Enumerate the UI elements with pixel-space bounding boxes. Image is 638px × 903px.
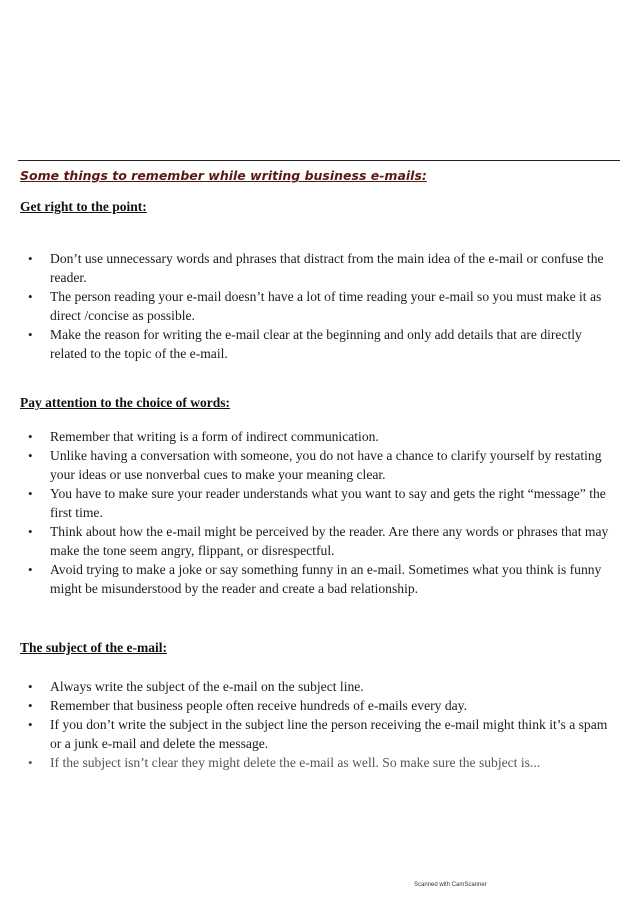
bullet-icon: • xyxy=(28,429,33,444)
list-item: • The person reading your e-mail doesn’t have a lot of time reading your e-mail so you must make it as direct /concise as possible. xyxy=(28,289,602,323)
bullet-icon: • xyxy=(28,289,33,304)
document-title: Some things to remember while writing business e-mails: xyxy=(20,168,427,183)
bullet-icon: • xyxy=(28,448,33,463)
list-item: • Avoid trying to make a joke or say something funny in an e-mail. Sometimes what you think is funny might be misunderstood by the reader and create a bad relationship. xyxy=(28,562,602,596)
bullet-icon: • xyxy=(28,524,33,539)
bullet-icon: • xyxy=(28,698,33,713)
list-item: • If the subject isn’t clear they might delete the e-mail as well. So make sure the subject is... xyxy=(28,755,541,770)
bullet-icon: • xyxy=(28,327,33,342)
list-item: • You have to make sure your reader understands what you want to say and gets the right “message” the first time. xyxy=(28,486,606,520)
list-item: • Remember that writing is a form of indirect communication. xyxy=(28,429,379,444)
list-item: • Remember that business people often receive hundreds of e-mails every day. xyxy=(28,698,467,713)
section-list-get-to-point xyxy=(28,249,608,363)
section-heading-subject: The subject of the e-mail: xyxy=(20,640,167,655)
top-divider xyxy=(18,160,620,161)
section-heading-get-to-point: Get right to the point: xyxy=(20,199,147,214)
list-item: • Always write the subject of the e-mail on the subject line. xyxy=(28,679,364,694)
bullet-icon: • xyxy=(28,679,33,694)
list-item: • Don’t use unnecessary words and phrases that distract from the main idea of the e-mail or confuse the reader. xyxy=(28,251,604,285)
bullet-icon: • xyxy=(28,486,33,501)
bullet-icon: • xyxy=(28,562,33,577)
scanner-watermark: Scanned with CamScanner xyxy=(414,882,487,888)
section-list-subject xyxy=(28,677,618,772)
list-item: • Make the reason for writing the e-mail clear at the beginning and only add details that are directly related to the topic of the e-mail. xyxy=(28,327,582,361)
list-item: • Think about how the e-mail might be perceived by the reader. Are there any words or phrases that may make the tone seem angry, flippant, or disrespectful. xyxy=(28,524,609,558)
bullet-icon: • xyxy=(28,251,33,266)
bullet-icon: • xyxy=(28,717,33,732)
bullet-icon: • xyxy=(28,755,33,770)
list-item: • Unlike having a conversation with someone, you do not have a chance to clarify yourself by restating your ideas or use nonverbal cues to make your meaning clear. xyxy=(28,448,602,482)
list-item: • If you don’t write the subject in the subject line the person receiving the e-mail might think it’s a spam or a junk e-mail and delete the message. xyxy=(28,717,608,751)
section-list-choice-of-words xyxy=(28,427,626,598)
section-heading-choice-of-words: Pay attention to the choice of words: xyxy=(20,395,230,410)
